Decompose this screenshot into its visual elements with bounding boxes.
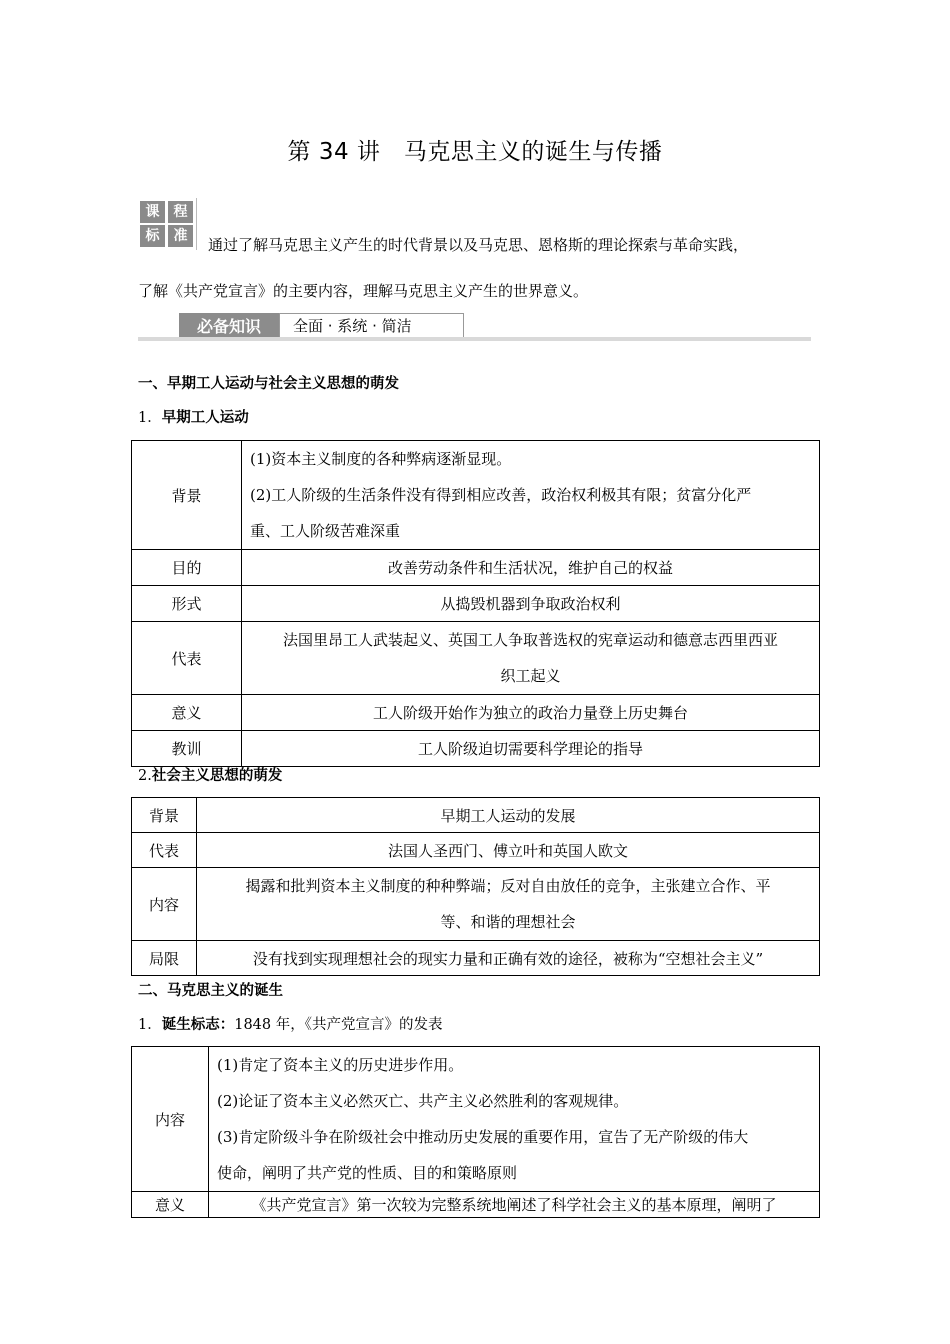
knowledge-label: 必备知识 [179, 313, 279, 340]
table-row [132, 833, 820, 868]
sub-number: 2. [138, 768, 152, 784]
badge-char: 标 [140, 225, 165, 247]
row-label: 代表 [132, 833, 197, 868]
row-label: 教训 [132, 731, 242, 767]
row-value: 工人阶级开始作为独立的政治力量登上历史舞台 [242, 695, 820, 731]
row-label: 内容 [132, 1047, 209, 1192]
cell-line: (3)肯定阶级斗争在阶级社会中推动历史发展的重要作用，宣告了无产阶级的伟大 [217, 1128, 749, 1146]
row-value: 早期工人运动的发展 [197, 798, 820, 833]
row-value [242, 441, 820, 550]
cell-line: 法国里昂工人武装起义、英国工人争取普选权的宪章运动和德意志西里西亚 [282, 631, 778, 649]
table-row [132, 798, 820, 833]
row-value: 没有找到实现理想社会的现实力量和正确有效的途径，被称为“空想社会主义” [197, 941, 820, 976]
course-standard-line-2: 了解《共产党宣言》的主要内容，理解马克思主义产生的世界意义。 [138, 282, 589, 300]
badge-divider [196, 198, 197, 250]
row-label: 背景 [132, 798, 197, 833]
row-value: 工人阶级迫切需要科学理论的指导 [242, 731, 820, 767]
section-1-sub-2 [138, 766, 282, 786]
knowledge-tagline: 全面 · 系统 · 简洁 [279, 313, 464, 340]
row-label: 局限 [132, 941, 197, 976]
table-row [132, 695, 820, 731]
badge-char: 程 [168, 201, 193, 223]
cell-line: 揭露和批判资本主义制度的种种弊端；反对自由放任的竞争，主张建立合作、平 [245, 877, 771, 895]
row-value: 从捣毁机器到争取政治权利 [242, 586, 820, 622]
cell-line: (2)论证了资本主义必然灭亡、共产主义必然胜利的客观规律。 [217, 1092, 629, 1110]
row-label: 意义 [132, 695, 242, 731]
row-value: 《共产党宣言》第一次较为完整系统地阐述了科学社会主义的基本原理，阐明了 [209, 1192, 820, 1218]
row-value [242, 622, 820, 695]
table-row [132, 441, 820, 550]
section-1-heading: 一、早期工人运动与社会主义思想的萌发 [138, 376, 399, 392]
cell-line: (1)资本主义制度的各种弊病逐渐显现。 [250, 450, 512, 468]
sub-detail: 1848 年，《共产党宣言》的发表 [234, 1017, 443, 1033]
cell-line: (1)肯定了资本主义的历史进步作用。 [217, 1056, 464, 1074]
table-row [132, 731, 820, 767]
table-row [132, 1047, 820, 1192]
table-row [132, 550, 820, 586]
section-1-sub-1 [138, 408, 249, 428]
row-value: 改善劳动条件和生活状况，维护自己的权益 [242, 550, 820, 586]
course-standard-badge [138, 198, 196, 250]
row-label: 背景 [132, 441, 242, 550]
cell-line: 等、和谐的理想社会 [440, 913, 576, 931]
sub-number: 1． [138, 410, 162, 426]
row-label: 形式 [132, 586, 242, 622]
row-value [209, 1047, 820, 1192]
communist-manifesto-table [131, 1046, 820, 1218]
page-title: 第 34 讲 马克思主义的诞生与传播 [287, 139, 663, 165]
row-value: 法国人圣西门、傅立叶和英国人欧文 [197, 833, 820, 868]
sub-title: 社会主义思想的萌发 [151, 768, 283, 784]
table-row [132, 941, 820, 976]
cell-line: 重、工人阶级苦难深重 [250, 522, 401, 540]
sub-title: 诞生标志： [161, 1017, 235, 1033]
cell-line: 使命，阐明了共产党的性质、目的和策略原则 [217, 1164, 518, 1182]
table-row [132, 868, 820, 941]
cell-line: (2)工人阶级的生活条件没有得到相应改善，政治权利极其有限；贫富分化严 [250, 486, 752, 504]
badge-char: 课 [140, 201, 165, 223]
row-label: 代表 [132, 622, 242, 695]
row-label: 意义 [132, 1192, 209, 1218]
socialist-thought-table [131, 797, 820, 976]
badge-char: 准 [168, 225, 193, 247]
section-2-heading: 二、马克思主义的诞生 [138, 983, 283, 999]
early-workers-movement-table [131, 440, 820, 767]
row-label: 内容 [132, 868, 197, 941]
course-standard-line-1: 通过了解马克思主义产生的时代背景以及马克思、恩格斯的理论探索与革命实践， [208, 236, 749, 254]
section-2-sub-1 [138, 1015, 443, 1035]
cell-line: 织工起义 [500, 667, 561, 685]
table-row [132, 586, 820, 622]
sub-number: 1． [138, 1017, 162, 1033]
knowledge-divider [138, 337, 811, 341]
table-row [132, 622, 820, 695]
row-value [197, 868, 820, 941]
table-row [132, 1192, 820, 1218]
row-label: 目的 [132, 550, 242, 586]
sub-title: 早期工人运动 [161, 410, 249, 426]
